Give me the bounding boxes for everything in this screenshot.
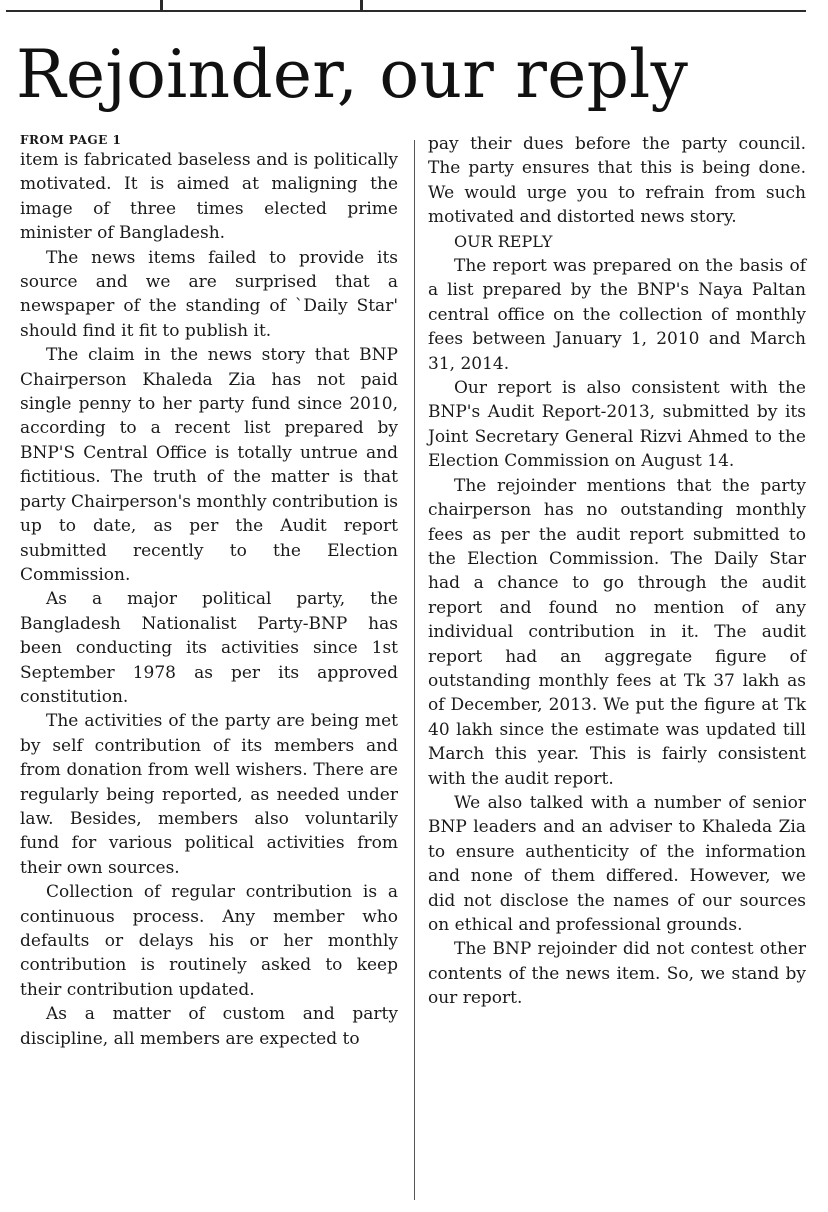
headline: Rejoinder, our reply [16, 36, 689, 113]
paragraph: We also talked with a number of senior BNP leaders and an adviser to Khaleda Zia to ensure authenticity of the information and none of them differed. However, we did not disclose the names of our sources on ethical and professional grounds. [428, 792, 806, 935]
paragraph: The report was prepared on the basis of a list prepared by the BNP's Naya Paltan central office on the collection of monthly fees between January 1, 2010 and March 31, 2014. [428, 256, 806, 374]
article-column-right [428, 132, 806, 1011]
column-divider [414, 140, 415, 1200]
continuation-kicker: FROM PAGE 1 [20, 133, 122, 147]
paragraph: The claim in the news story that BNP Chairperson Khaleda Zia has not paid single penny to her party fund since 2010, according to a recent list prepared by BNP'S Central Office is totally untrue and fictitious. The truth of the matter is that party Chairperson's monthly contribution is up to date, as per the Audit report submitted recently to the Election Commission. [20, 345, 398, 585]
rule-tick [360, 0, 363, 12]
paragraph: item is fabricated baseless and is politically motivated. It is aimed at maligning the image of three times elected prime minister of Bangladesh. [20, 150, 398, 244]
paragraph: The activities of the party are being met by self contribution of its members and from donation from well wishers. There are regularly being reported, as needed under law. Besides, members also voluntarily fund for various political activities from their own sources. [20, 711, 398, 878]
paragraph: As a matter of custom and party discipline, all members are expected to [20, 1004, 398, 1049]
rule-tick [160, 0, 163, 12]
paragraph: The news items failed to provide its source and we are surprised that a newspaper of the standing of `Daily Star' should find it fit to publish it. [20, 247, 398, 341]
paragraph: As a major political party, the Bangladesh Nationalist Party-BNP has been conducting its activities since 1st September 1978 as per its approved constitution. [20, 589, 398, 707]
subhead-our-reply: OUR REPLY [454, 231, 553, 251]
paragraph: Collection of regular contribution is a continuous process. Any member who defaults or delays his or her monthly contribution is routinely asked to keep their contribution updated. [20, 882, 398, 1000]
paragraph-continued: pay their dues before the party council. The party ensures that this is being done. We would urge you to refrain from such motivated and distorted news story. [428, 134, 806, 228]
top-rule [6, 10, 806, 12]
paragraph: The BNP rejoinder did not contest other contents of the news item. So, we stand by our report. [428, 939, 806, 1009]
article-column-left [20, 132, 398, 1051]
paragraph: Our report is also consistent with the BNP's Audit Report-2013, submitted by its Joint Secretary General Rizvi Ahmed to the Election Commission on August 14. [428, 378, 806, 472]
paragraph: The rejoinder mentions that the party chairperson has no outstanding monthly fees as per the audit report submitted to the Election Commission. The Daily Star had a chance to go through the audit report and found no mention of any individual contribution in it. The audit report had an aggregate figure of outstanding monthly fees at Tk 37 lakh as of December, 2013. We put the figure at Tk 40 lakh since the estimate was updated till March this year. This is fairly consistent with the audit report. [428, 475, 806, 789]
